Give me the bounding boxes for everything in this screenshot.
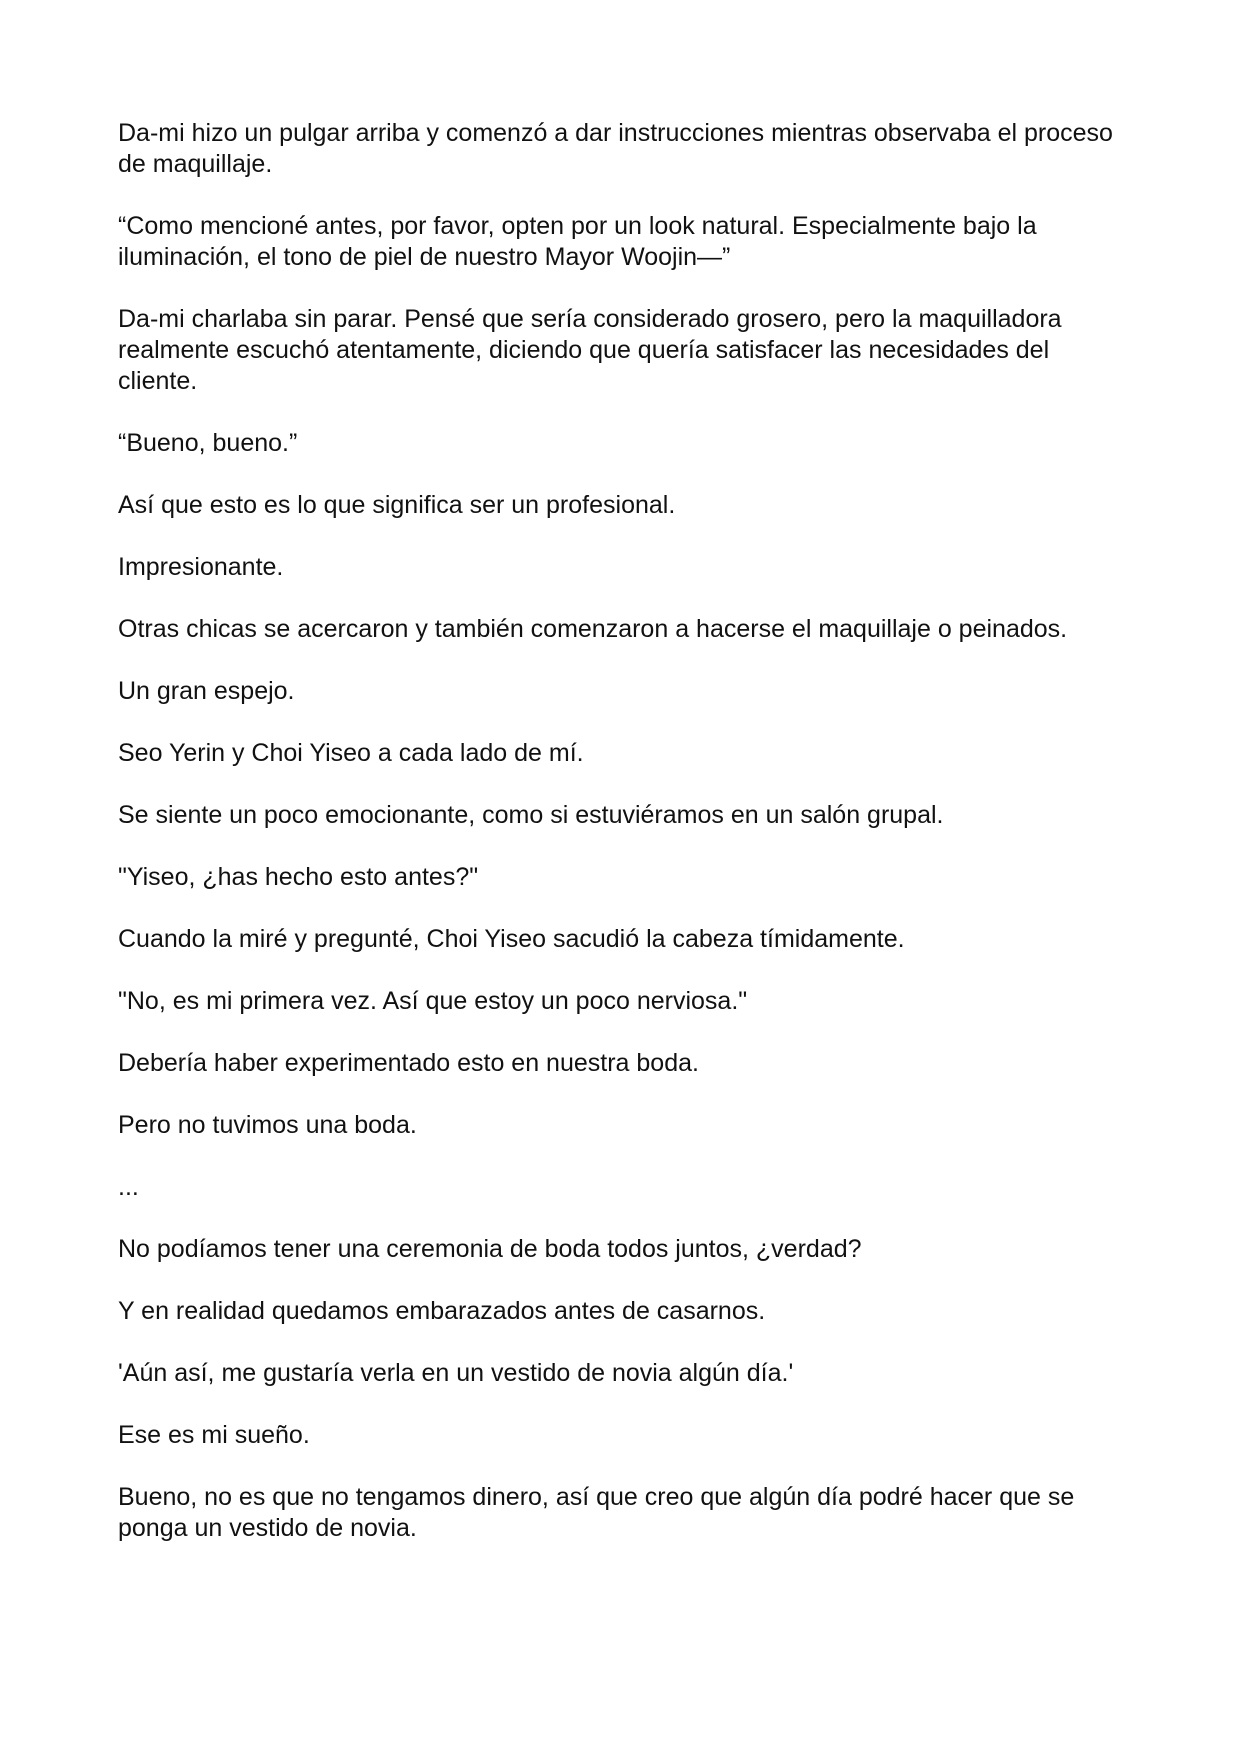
paragraph: Otras chicas se acercaron y también comenzaron a hacerse el maquillaje o peinados. — [118, 615, 1068, 643]
paragraph: No podíamos tener una ceremonia de boda todos juntos, ¿verdad? — [118, 1235, 862, 1263]
paragraph: 'Aún así, me gustaría verla en un vestido de novia algún día.' — [118, 1359, 794, 1387]
paragraph: "Yiseo, ¿has hecho esto antes?" — [118, 863, 479, 891]
paragraph: "No, es mi primera vez. Así que estoy un poco nerviosa." — [118, 987, 748, 1015]
paragraph: “Como mencioné antes, por favor, opten por un look natural. Especialmente bajo la iluminación, el tono de piel de nuestro Mayor Woojin—” — [118, 212, 1044, 271]
paragraph: Debería haber experimentado esto en nuestra boda. — [118, 1049, 699, 1077]
paragraph: Ese es mi sueño. — [118, 1421, 310, 1449]
paragraph: Da-mi hizo un pulgar arriba y comenzó a dar instrucciones mientras observaba el proceso de maquillaje. — [118, 119, 1120, 178]
paragraph: Pero no tuvimos una boda. — [118, 1111, 417, 1139]
paragraph: Y en realidad quedamos embarazados antes de casarnos. — [118, 1297, 766, 1325]
paragraph: Seo Yerin y Choi Yiseo a cada lado de mí. — [118, 739, 584, 767]
paragraph: Bueno, no es que no tengamos dinero, así que creo que algún día podré hacer que se ponga un vestido de novia. — [118, 1483, 1082, 1542]
paragraph: Se siente un poco emocionante, como si estuviéramos en un salón grupal. — [118, 801, 944, 829]
document-body — [118, 118, 1128, 1575]
paragraph: Cuando la miré y pregunté, Choi Yiseo sacudió la cabeza tímidamente. — [118, 925, 905, 953]
paragraph: ... — [118, 1173, 139, 1201]
paragraph: Impresionante. — [118, 553, 284, 581]
paragraph: “Bueno, bueno.” — [118, 429, 298, 457]
paragraph: Da-mi charlaba sin parar. Pensé que sería considerado grosero, pero la maquilladora realmente escuchó atentamente, diciendo que quería satisfacer las necesidades del cliente. — [118, 305, 1069, 395]
paragraph: Un gran espejo. — [118, 677, 295, 705]
paragraph: Así que esto es lo que significa ser un profesional. — [118, 491, 676, 519]
